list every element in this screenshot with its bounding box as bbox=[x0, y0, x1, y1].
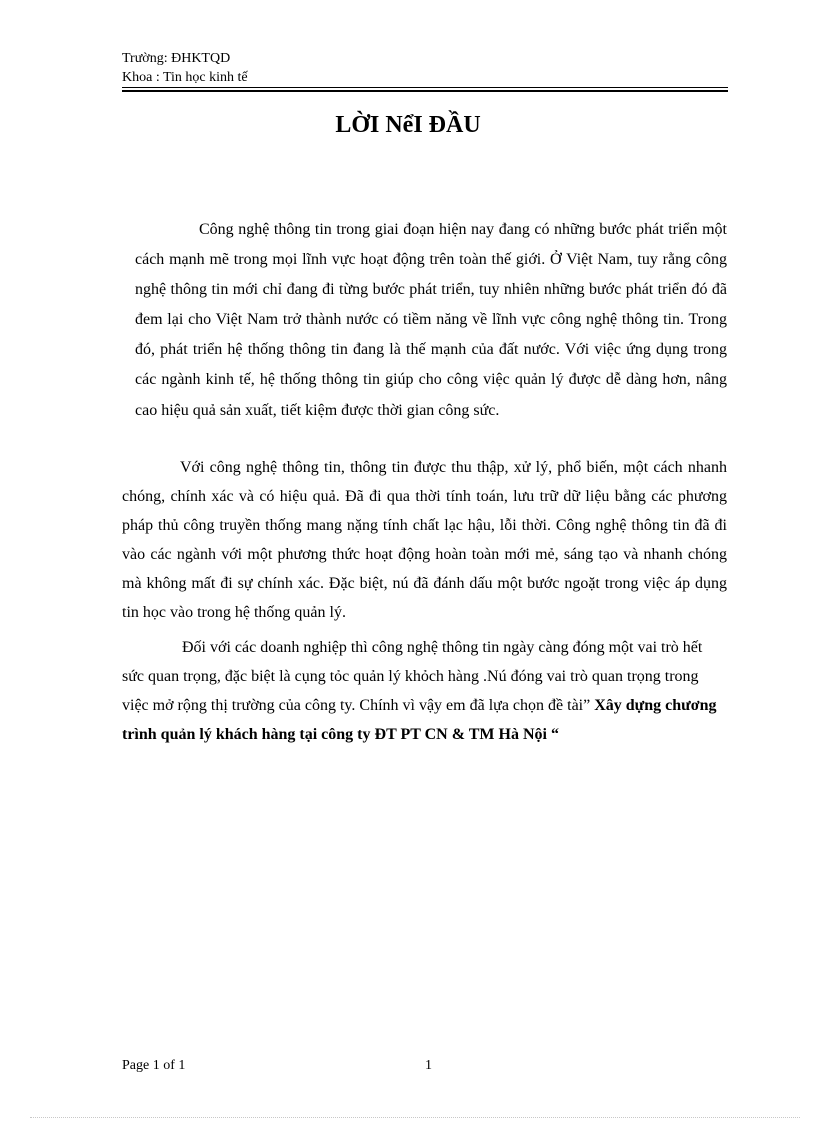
paragraph-1-text: Công nghệ thông tin trong giai đoạn hiện nay đang có những bước phát triển một cách mạnh mẽ trong mọi lĩnh vực hoạt động trên toàn thế giới. Ở Việt Nam, tuy rằng công nghệ thông tin mới chỉ đang đi từng bước phát triển, tuy nhiên những bước phát triển đó đã đem lại cho Việt Nam trở thành nước có tiềm năng về lĩnh vực công nghệ thông tin. Trong đó, phát triển hệ thống thông tin đang là thế mạnh của đất nước. Với việc ứng dụng trong các ngành kinh tế, hệ thống thông tin giúp cho công việc quản lý được dễ dàng hơn, nâng cao hiệu quả sản xuất, tiết kiệm được thời gian công sức. bbox=[135, 221, 727, 419]
page-bottom-border bbox=[30, 1117, 800, 1118]
school-line: Trường: ĐHKTQD bbox=[122, 51, 231, 66]
paragraph-3 bbox=[122, 633, 727, 749]
footer-page-number: 1 bbox=[425, 1058, 432, 1073]
page-header bbox=[122, 49, 248, 87]
paragraph-1 bbox=[135, 215, 727, 426]
thesis-topic: Xây dựng chương trình quản lý khách hàng tại công ty ĐT PT CN & TM Hà Nội “ bbox=[122, 697, 717, 743]
paragraph-2 bbox=[122, 453, 727, 627]
page-title: LỜI NểI ĐẦU bbox=[335, 112, 481, 138]
footer-page-label: Page 1 of 1 bbox=[122, 1058, 186, 1073]
paragraph-3-text: Đối với các doanh nghiệp thì công nghệ thông tin ngày càng đóng một vai trò hết sức quan trọng, đặc biệt là cụng tỏc quản lý khỏch hàng .Nú đóng vai trò quan trọng trong việc mở rộng thị trường của công ty. Chính vì vậy em đã lựa chọn đề tài” bbox=[122, 639, 703, 714]
faculty-line: Khoa : Tin học kinh tế bbox=[122, 70, 248, 85]
paragraph-2-text: Với công nghệ thông tin, thông tin được thu thập, xử lý, phổ biến, một cách nhanh chóng, chính xác và có hiệu quả. Đã đi qua thời tính toán, lưu trữ dữ liệu bằng các phương pháp thủ công truyền thống mang nặng tính chất lạc hậu, lỗi thời. Công nghệ thông tin đã đi vào các ngành với một phương thức hoạt động hoàn toàn mới mẻ, sáng tạo và nhanh chóng mà không mất đi sự chính xác. Đặc biệt, nú đã đánh dấu một bước ngoặt trong việc áp dụng tin học vào trong hệ thống quản lý. bbox=[122, 459, 727, 621]
header-rule-thin bbox=[122, 87, 728, 88]
header-rule-thick bbox=[122, 90, 728, 92]
